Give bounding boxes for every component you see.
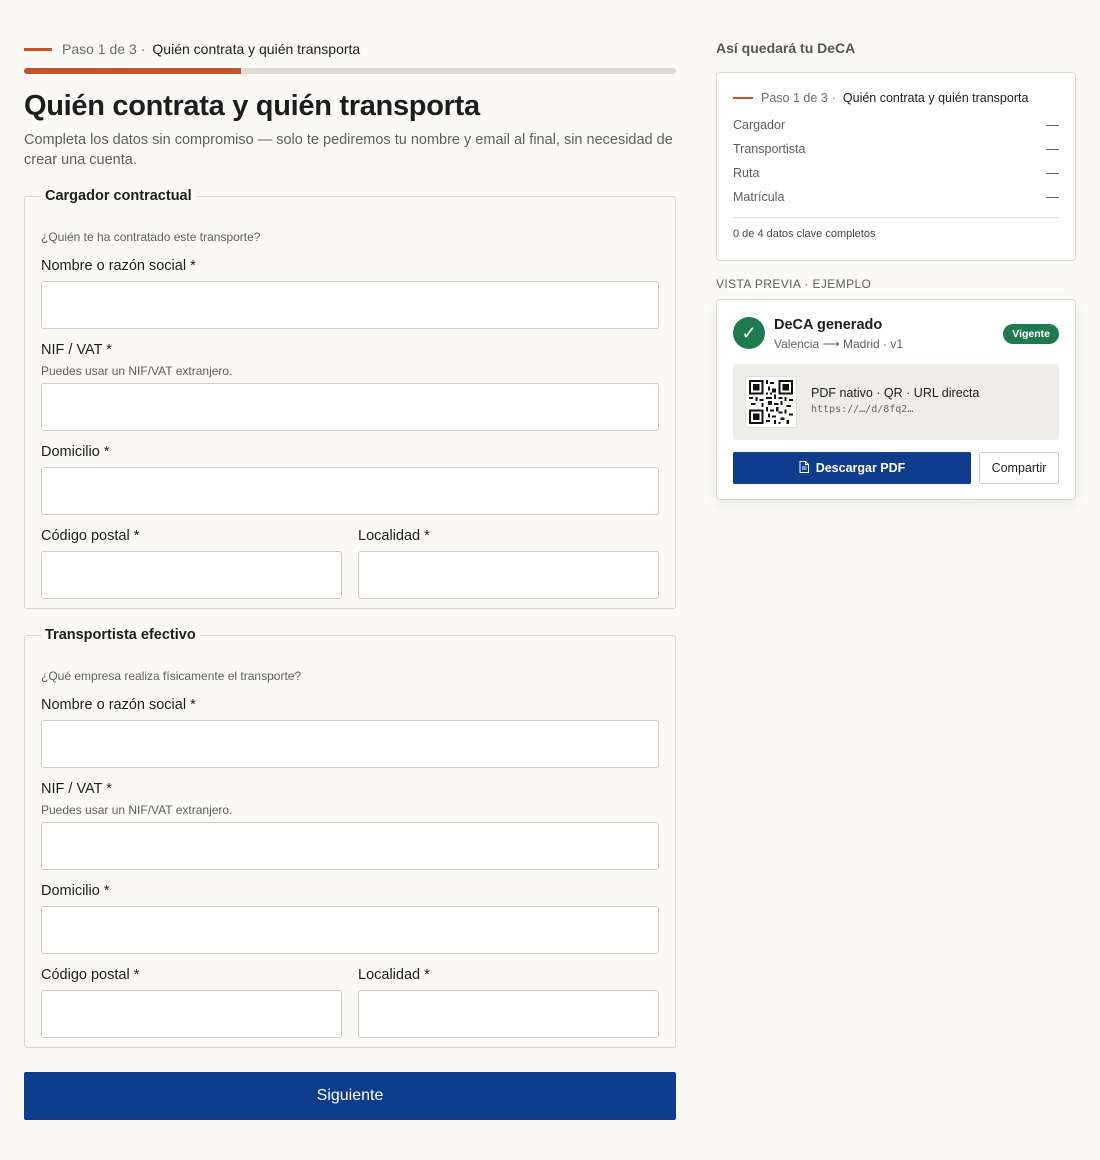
preview-label: VISTA PREVIA · EJEMPLO [716, 277, 872, 291]
form-column [24, 40, 676, 1104]
cargador-domicilio-input[interactable] [41, 467, 659, 515]
transportista-nombre-input[interactable] [41, 720, 659, 768]
share-button[interactable]: Compartir [979, 452, 1059, 484]
cargador-nif-hint: Puedes usar un NIF/VAT extranjero. [41, 364, 233, 378]
preview-url: https://…/d/8fq2… [811, 404, 914, 415]
preview-card [716, 299, 1076, 500]
cargador-nombre-input[interactable] [41, 281, 659, 329]
cargador-nif-label: NIF / VAT * [41, 342, 112, 358]
summary-row-value: — [1046, 142, 1059, 156]
summary-step-name: Quién contrata y quién transporta [842, 91, 1029, 105]
summary-row-value: — [1046, 166, 1059, 180]
cargador-fieldset [24, 188, 676, 609]
summary-row-matricula [733, 190, 1059, 204]
page-intro: Completa los datos sin compromiso — solo te pediremos tu nombre y email al final, sin necesidad de crear una cuenta. [24, 132, 673, 168]
transportista-nif-hint: Puedes usar un NIF/VAT extranjero. [41, 803, 233, 817]
cargador-localidad-input[interactable] [358, 551, 659, 599]
summary-row-transportista [733, 142, 1059, 156]
transportista-localidad-label: Localidad * [358, 967, 430, 983]
summary-title: Así quedará tu DeCA [716, 40, 856, 56]
summary-row-label: Ruta [733, 166, 760, 180]
transportista-nif-label: NIF / VAT * [41, 781, 112, 797]
download-pdf-label: Descargar PDF [815, 461, 906, 475]
step-counter: Paso 1 de 3 [62, 41, 137, 57]
summary-step-counter: Paso 1 de 3 [761, 91, 828, 105]
transportista-fieldset [24, 627, 676, 1048]
summary-card [716, 72, 1076, 261]
transportista-legend: Transportista efectivo [45, 627, 196, 643]
cargador-cp-input[interactable] [41, 551, 342, 599]
progress-fill [24, 68, 241, 74]
summary-divider [733, 217, 1059, 218]
status-badge: Vigente [1003, 324, 1059, 344]
cargador-cp-label: Código postal * [41, 528, 140, 544]
summary-row-label: Transportista [733, 142, 806, 156]
summary-step-indicator [733, 89, 1028, 107]
next-button[interactable]: Siguiente [24, 1072, 676, 1120]
summary-step-dash [733, 97, 753, 99]
cargador-domicilio-label: Domicilio * [41, 444, 110, 460]
transportista-domicilio-input[interactable] [41, 906, 659, 954]
download-pdf-button[interactable] [733, 452, 971, 484]
cargador-help: ¿Quién te ha contratado este transporte? [41, 230, 261, 244]
summary-row-label: Cargador [733, 118, 786, 132]
summary-row-label: Matrícula [733, 190, 785, 204]
cargador-localidad-label: Localidad * [358, 528, 430, 544]
summary-row-value: — [1046, 118, 1059, 132]
transportista-cp-input[interactable] [41, 990, 342, 1038]
step-name: Quién contrata y quién transporta [152, 41, 361, 57]
check-icon: ✓ [733, 317, 765, 349]
transportista-nif-input[interactable] [41, 822, 659, 870]
transportista-nombre-label: Nombre o razón social * [41, 697, 196, 713]
qr-code-icon [745, 376, 797, 428]
summary-row-cargador [733, 118, 1059, 132]
step-indicator [24, 40, 676, 58]
summary-column [716, 40, 1076, 475]
transportista-cp-label: Código postal * [41, 967, 140, 983]
transportista-domicilio-label: Domicilio * [41, 883, 110, 899]
step-dash [24, 48, 52, 51]
summary-row-value: — [1046, 190, 1059, 204]
progress-bar [24, 68, 676, 74]
transportista-localidad-input[interactable] [358, 990, 659, 1038]
preview-title: DeCA generado [774, 317, 883, 333]
cargador-nif-input[interactable] [41, 383, 659, 431]
summary-row-ruta [733, 166, 1059, 180]
page-title: Quién contrata y quién transporta [24, 90, 480, 122]
transportista-help: ¿Qué empresa realiza físicamente el transporte? [41, 669, 302, 683]
preview-route: Valencia ⟶ Madrid · v1 [774, 337, 904, 351]
qr-description: PDF nativo · QR · URL directa [811, 386, 980, 400]
cargador-nombre-label: Nombre o razón social * [41, 258, 196, 274]
document-icon [799, 461, 809, 476]
summary-count: 0 de 4 datos clave completos [733, 228, 876, 240]
summary-step-separator: · [831, 91, 836, 105]
step-separator: · [140, 41, 146, 57]
cargador-legend: Cargador contractual [45, 188, 192, 204]
qr-panel [733, 364, 1059, 440]
